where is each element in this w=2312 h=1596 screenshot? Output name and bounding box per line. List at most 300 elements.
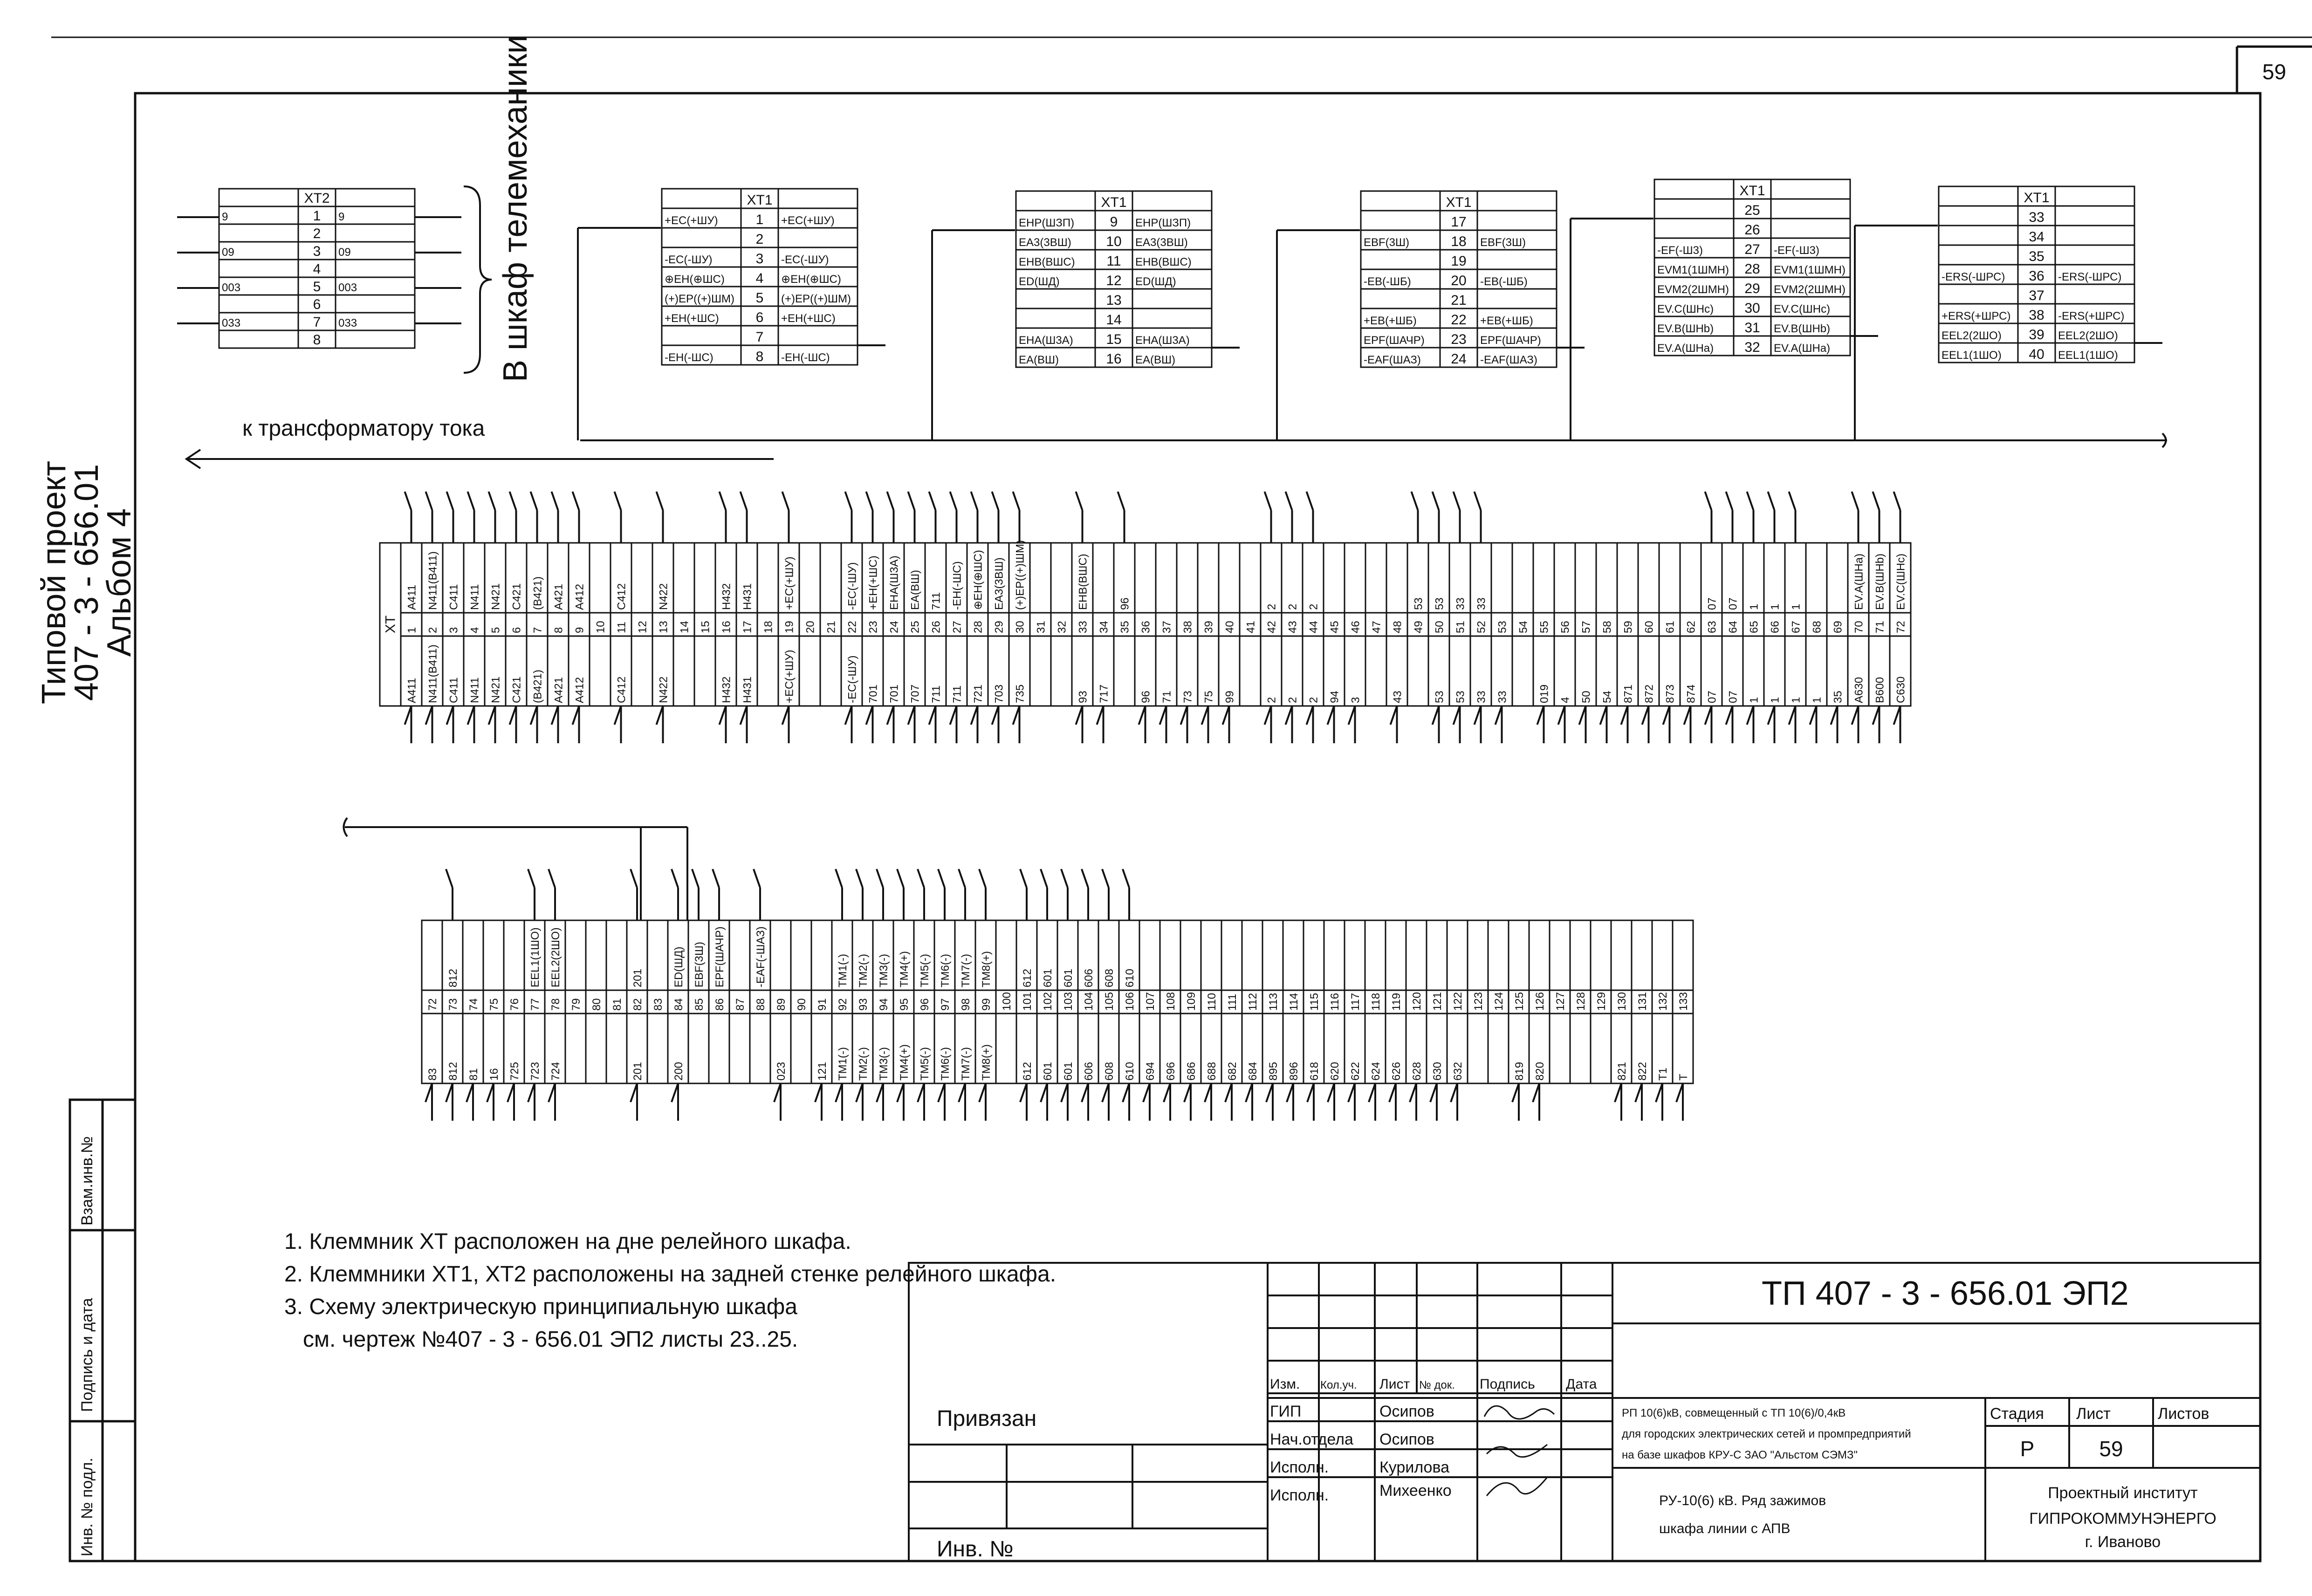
xt-lower-wire-down [1246, 1083, 1252, 1102]
xt-lower-top-label: EPF(ШАЧР) [713, 926, 726, 987]
xt-lower-number: 95 [898, 998, 911, 1011]
xt1-block-5-cell-number: 39 [2029, 327, 2044, 342]
xt1-block-2-cell-right: EHB(ВШС) [1135, 256, 1192, 268]
privyazan-label: Привязан [937, 1406, 1037, 1431]
xt-wire-down [1747, 706, 1754, 725]
xt-bottom-label: N411(B411) [426, 644, 439, 703]
xt1-block-4-cell-number: 31 [1744, 320, 1760, 336]
xt-number: 66 [1769, 621, 1782, 633]
xt-lower-bottom-label: 895 [1267, 1062, 1280, 1081]
xt-lower-top-label: TM1(-) [837, 954, 849, 987]
xt1-block-2-cell-number: 11 [1106, 253, 1121, 269]
xt-wire-down [1181, 706, 1187, 725]
xt-bottom-label: 07 [1706, 691, 1719, 703]
xt-number: 70 [1852, 621, 1866, 633]
xt-number: 53 [1496, 621, 1509, 633]
xt-lower-bottom-label: 696 [1165, 1062, 1177, 1081]
xt-wire-down [1621, 706, 1628, 725]
xt-lower-bottom-label: TM2(-) [857, 1047, 870, 1081]
xt-top-label: N411 [468, 584, 481, 610]
xt-lower-top-label: TM2(-) [857, 954, 870, 987]
name-1: Осипов [1379, 1403, 1434, 1420]
xt-wire-up [929, 492, 936, 510]
xt-lower-bottom-label: T [1677, 1074, 1690, 1081]
xt-wire-up [426, 492, 432, 510]
xt1-block-1-cell-right: -EH(-ШС) [781, 351, 830, 364]
xt-lower-bottom-label: 724 [549, 1062, 562, 1081]
xt-lower-number: 121 [1431, 992, 1444, 1011]
xt1-block-4-cell-number: 28 [1744, 261, 1760, 277]
xt-lower-number: 111 [1226, 993, 1239, 1011]
xt-number: 63 [1706, 621, 1719, 633]
xt-wire-up [657, 492, 663, 510]
xt-wire-down [866, 706, 873, 725]
xt-wire-down [489, 706, 495, 725]
xt1-block-5-cell-left: +ERS(+ШРС) [1942, 310, 2011, 322]
xt1-block-2-cell-right: EHP(ШЗП) [1135, 217, 1191, 229]
xt-wire-down [615, 706, 621, 725]
xt-wire-down [1139, 706, 1146, 725]
xt-lower-number: 84 [672, 998, 685, 1011]
xt-lower-wire-up [549, 869, 555, 888]
xt1-block-5-cell-number: 40 [2029, 347, 2044, 362]
sheet-label: Лист [2076, 1405, 2111, 1423]
xt-wire-down [741, 706, 747, 725]
xt-lower-wire-down [856, 1083, 863, 1102]
xt-number: 36 [1139, 621, 1153, 633]
xt-top-label: 1 [1769, 603, 1782, 610]
xt-lower-number: 80 [590, 998, 603, 1011]
xt-top-label: ⊕EH(⊕ШС) [972, 550, 985, 610]
sheets-label: Листов [2158, 1405, 2209, 1423]
xt1-block-1-cell-number: 1 [755, 212, 764, 227]
xt-number: 7 [531, 627, 544, 633]
xt-number: 31 [1035, 621, 1048, 633]
xt-bottom-label: C630 [1894, 676, 1907, 703]
xt-lower-wire-down [1369, 1083, 1375, 1102]
xt1-block-4-header: XT1 [1739, 183, 1765, 199]
xt-top-label: 2 [1307, 603, 1320, 610]
xt-bottom-label: 2 [1286, 697, 1299, 703]
xt-bottom-label: 07 [1727, 691, 1740, 703]
xt-lower-number: 104 [1083, 992, 1095, 1011]
xt-number: 3 [447, 627, 460, 633]
xt-top-label: 07 [1706, 597, 1719, 610]
xt-lower-wire-down [1615, 1083, 1621, 1102]
xt-top-label: H432 [720, 583, 733, 610]
xt-number: 46 [1349, 621, 1362, 633]
xt-bottom-label: 1 [1811, 697, 1824, 703]
title-block-text [937, 1275, 2216, 1562]
xt-bottom-label: A411 [405, 678, 418, 703]
xt-top-label: -EC(-ШУ) [846, 562, 859, 610]
xt-wire-up [1852, 492, 1859, 510]
xt-wire-down [1894, 706, 1900, 725]
xt-wire-up [573, 492, 579, 510]
xt-lower-top-label: 610 [1124, 968, 1136, 987]
xt-number: 38 [1181, 621, 1194, 633]
xt2-cell-left: 003 [222, 281, 241, 294]
name-3: Курилова [1379, 1459, 1450, 1476]
xt-bottom-label: H431 [741, 676, 754, 703]
xt-wire-down [657, 706, 663, 725]
xt-lower-wire-up [692, 869, 699, 888]
xt-lower-number: 89 [775, 998, 788, 1011]
xt-bottom-label: 717 [1098, 684, 1111, 703]
xt-lower-number: 118 [1370, 993, 1382, 1011]
xt-top-label: EV.C(ШНс) [1894, 553, 1907, 610]
xt-wire-down [1307, 706, 1313, 725]
xt1-block-1-cell-number: 4 [755, 271, 764, 286]
xt-lower-bottom-label: 601 [1062, 1062, 1075, 1081]
xt-lower-wire-down [1287, 1083, 1293, 1102]
xt-lower-bottom-label: 628 [1411, 1062, 1423, 1081]
side-stamp-inv-podl: Инв. № подл. [78, 1458, 96, 1556]
xt-number: 9 [573, 627, 586, 633]
xt-number: 44 [1307, 621, 1320, 633]
xt-bottom-label: 2 [1265, 697, 1278, 703]
xt-lower-wire-up [631, 869, 637, 888]
xt-number: 17 [741, 621, 754, 633]
xt-lower-wire-down [1348, 1083, 1355, 1102]
xt1-block-2-cell-number: 15 [1106, 332, 1122, 347]
xt-number: 42 [1265, 621, 1278, 633]
xt-lower-bottom-label: TM6(-) [939, 1047, 952, 1081]
side-title-line3: Альбом 4 [101, 508, 138, 657]
col-list: Лист [1379, 1377, 1410, 1392]
note-3: 3. Схему электрическую принципиальную шкафа [284, 1295, 797, 1319]
xt-lower-bottom-label: 820 [1534, 1062, 1546, 1081]
terminal-strip-xt [380, 492, 1911, 743]
xt-number: 28 [972, 621, 985, 633]
role-3: Исполн. [1270, 1459, 1329, 1476]
xt-wire-down [405, 706, 412, 725]
xt-lower-wire-down [815, 1083, 822, 1102]
xt-bottom-label: 73 [1181, 691, 1194, 703]
xt-lower-wire-down [425, 1083, 432, 1102]
xt-top-label: EV.A(ШНа) [1852, 553, 1866, 610]
xt-top-label: (+)EP((+)ШМ) [1014, 540, 1027, 610]
xt1-block-1-cell-right: +EC(+ШУ) [781, 214, 835, 227]
xt1-block-5-cell-number: 35 [2029, 249, 2044, 264]
xt-lower-bottom-label: 624 [1370, 1062, 1382, 1081]
stage-value: Р [2020, 1437, 2035, 1461]
xt-lower-number: 114 [1288, 993, 1300, 1011]
xt1-block-5-cell-number: 38 [2029, 308, 2044, 323]
xt1-block-3-header: XT1 [1446, 195, 1472, 210]
xt-lower-wire-down [774, 1083, 781, 1102]
xt-lower-bottom-label: 81 [467, 1068, 480, 1081]
xt-lower-bottom-label: TM8(+) [980, 1044, 993, 1081]
xt-wire-up [741, 492, 747, 510]
xt2-cell-left: 033 [222, 317, 241, 329]
xt1-block-5-cell-number: 34 [2029, 229, 2044, 245]
xt-lower-top-label: TM4(+) [898, 951, 911, 987]
sheet-value: 59 [2099, 1437, 2123, 1461]
xt-number: 61 [1664, 621, 1677, 633]
xt-lower-bottom-label: TM7(-) [960, 1047, 972, 1081]
xt1-block-1-cell-left: -EH(-ШС) [665, 351, 713, 364]
xt-number: 26 [930, 621, 943, 633]
xt-top-label: N422 [657, 583, 670, 610]
xt-lower-wire-down [1512, 1083, 1519, 1102]
xt-number: 56 [1559, 621, 1572, 633]
xt-lower-number: 113 [1267, 993, 1280, 1011]
xt1-block-5-cell-number: 37 [2029, 288, 2044, 303]
xt-bottom-label: C411 [447, 677, 460, 703]
xt-wire-down [1433, 706, 1439, 725]
xt-lower-wire-up [1041, 869, 1047, 888]
xt-wire-up [1726, 492, 1733, 510]
xt-lower-wire-up [1123, 869, 1129, 888]
xt-lower-number: 81 [611, 998, 624, 1011]
xt-wire-down [1663, 706, 1670, 725]
xt-wire-down [426, 706, 432, 725]
xt-lower-wire-down [1225, 1083, 1232, 1102]
xt2-cell-number: 7 [313, 315, 321, 330]
xt-wire-up [971, 492, 978, 510]
xt-top-label: A421 [552, 583, 565, 610]
xt-lower-top-label: 201 [631, 968, 644, 987]
xt-bottom-label: 53 [1433, 691, 1446, 703]
xt-wire-down [1202, 706, 1208, 725]
xt-bottom-label: 019 [1538, 684, 1551, 703]
xt-top-label: EA(ВШ) [909, 569, 922, 610]
xt-wire-down [1789, 706, 1796, 725]
xt1-block-3-cell-number: 18 [1451, 234, 1467, 249]
xt-top-label: 96 [1118, 597, 1132, 610]
xt-lower-number: 78 [549, 998, 562, 1011]
xt-wire-down [782, 706, 789, 725]
xt-lower-number: 120 [1411, 992, 1423, 1011]
xt-lower-top-label: EEL2(2ШО) [549, 927, 562, 987]
col-kolich: Кол.уч. [1320, 1379, 1357, 1391]
xt-number: 24 [888, 621, 901, 633]
xt-bottom-label: +EC(+ШУ) [783, 650, 796, 703]
xt-lower-wire-up [672, 869, 678, 888]
xt-lower-number: 108 [1165, 992, 1177, 1011]
xt1-block-1-cell-right: -EC(-ШУ) [781, 253, 829, 266]
xt-lower-number: 73 [447, 998, 460, 1011]
xt1-block-2-cell-number: 10 [1106, 234, 1122, 249]
xt-top-label: 33 [1475, 597, 1488, 610]
xt-bottom-label: C412 [615, 676, 628, 703]
xt-lower-number: 100 [1001, 992, 1013, 1011]
xt-lower-bottom-label: TM3(-) [878, 1047, 890, 1081]
xt-wire-up [720, 492, 726, 510]
note-4: см. чертеж №407 - 3 - 656.01 ЭП2 листы 23..25. [303, 1327, 798, 1352]
xt-number: 29 [993, 621, 1006, 633]
xt-bottom-label: 1 [1769, 697, 1782, 703]
xt-lower-top-label: TM3(-) [878, 954, 890, 987]
xt-lower-wire-down [1123, 1083, 1129, 1102]
xt-lower-top-label: 606 [1083, 968, 1095, 987]
xt-number: 19 [783, 621, 796, 633]
xt1-block-4-cell-left: EV.C(ШНс) [1657, 303, 1714, 315]
xt1-block-3-cell-number: 20 [1451, 273, 1467, 288]
xt-wire-up [1789, 492, 1796, 510]
xt-bottom-label: 874 [1685, 684, 1698, 703]
xt2-cell-right: 9 [338, 211, 345, 223]
xt1-block-4-cell-right: EV.C(ШНс) [1774, 303, 1831, 315]
xt-wire-down [887, 706, 894, 725]
side-stamp [78, 1136, 96, 1556]
xt-wire-up [950, 492, 957, 510]
xt1-block-3-cell-number: 21 [1451, 293, 1467, 308]
xt-top-label: 33 [1454, 597, 1467, 610]
xt-lower-wire-down [1328, 1083, 1334, 1102]
xt1-block-1-header: XT1 [747, 192, 773, 208]
xt-bottom-label: 711 [951, 685, 964, 703]
xt1-block-2-cell-number: 14 [1106, 312, 1122, 328]
xt-wire-down [1454, 706, 1460, 725]
terminal-block-xt2 [177, 189, 461, 348]
to-transformer-label: к трансформатору тока [242, 416, 485, 441]
xt-lower-top-label: EBF(3Ш) [693, 941, 706, 987]
xt-lower-wire-down [1307, 1083, 1314, 1102]
xt-number: 67 [1790, 621, 1803, 633]
xt-top-label: EHA(Ш3А) [888, 555, 901, 610]
xt-bottom-label: 54 [1601, 691, 1614, 703]
xt1-block-4-cell-number: 32 [1744, 340, 1760, 355]
col-podpis: Подпись [1480, 1377, 1535, 1392]
xt-lower-bottom-label: 201 [631, 1062, 644, 1081]
telemechanics-note: В шкаф телемеханики [497, 35, 534, 382]
xt-wire-up [405, 492, 412, 510]
xt-wire-up [1705, 492, 1712, 510]
xt-number: 27 [951, 621, 964, 633]
xt-lower-wire-down [631, 1083, 637, 1102]
xt-number: 45 [1328, 621, 1341, 633]
xt-bottom-label: (B421) [531, 669, 544, 703]
xt-lower-top-label: 812 [447, 968, 460, 987]
xt-number: 69 [1832, 621, 1845, 633]
xt2-cell-right: 033 [338, 317, 357, 329]
xt-lower-wire-up [856, 869, 863, 888]
xt-bottom-label: A421 [552, 677, 565, 703]
xt-lower-bottom-label: 606 [1083, 1062, 1095, 1081]
xt-lower-top-label: 601 [1062, 968, 1075, 987]
xt-wire-down [1328, 706, 1334, 725]
xt1-block-2-cell-left: EHA(Ш3А) [1019, 334, 1073, 347]
xt-wire-down [552, 706, 558, 725]
xt-lower-number: 92 [837, 998, 849, 1011]
side-title [35, 461, 138, 704]
xt-bottom-label: N421 [489, 676, 502, 703]
xt-number: 11 [615, 622, 628, 633]
xt1-block-3-cell-right: EBF(3Ш) [1480, 236, 1526, 249]
xt-lower-top-label: -EAF(-ШАЗ) [755, 926, 767, 987]
doc-code: ТП 407 - 3 - 656.01 ЭП2 [1762, 1275, 2129, 1312]
xt-top-label: -EH(-ШС) [951, 561, 964, 610]
xt-number: 32 [1056, 621, 1069, 633]
col-data: Дата [1566, 1377, 1597, 1392]
xt1-block-4-cell-right: EVM2(2ШМН) [1774, 283, 1846, 296]
side-title-line2: 407 - 3 - 656.01 [68, 464, 105, 701]
xt1-block-1-cell-right: (+)EP((+)ШМ) [781, 293, 851, 305]
xt1-block-5-cell-number: 33 [2029, 210, 2044, 225]
xt1-block-3-cell-number: 22 [1451, 312, 1467, 328]
xt-lower-top-label: 601 [1042, 968, 1054, 987]
xt-wire-down [1537, 706, 1544, 725]
xt-number: 33 [1077, 621, 1090, 633]
xt-wire-down [447, 706, 453, 725]
xt-wire-up [908, 492, 915, 510]
xt-top-label: C421 [510, 583, 523, 610]
xt-lower-bottom-label: 610 [1124, 1062, 1136, 1081]
xt-lower-number: 93 [857, 998, 870, 1011]
xt-bottom-label: 701 [867, 684, 880, 703]
xt-top-label: 1 [1790, 603, 1803, 610]
xt-lower-bottom-label: 200 [672, 1062, 685, 1081]
xt-bottom-label: C421 [510, 676, 523, 703]
xt-wire-down [1475, 706, 1481, 725]
xt-wire-down [1391, 706, 1397, 725]
xt-lower-number: 107 [1144, 992, 1157, 1011]
xt-lower-number: 105 [1103, 992, 1116, 1011]
xt-number: 62 [1685, 621, 1698, 633]
xt-wire-up [992, 492, 999, 510]
xt-bottom-label: 3 [1349, 697, 1362, 703]
xt-wire-down [1265, 706, 1271, 725]
xt1-block-4-cell-number: 29 [1744, 281, 1760, 296]
xt1-block-2-cell-number: 9 [1110, 214, 1118, 230]
xt-lower-bottom-label: 601 [1042, 1062, 1054, 1081]
xt1-block-2-cell-right: EHA(Ш3А) [1135, 334, 1190, 347]
xt-top-label: (B421) [531, 576, 544, 610]
xt-lower-wire-up [713, 869, 719, 888]
xt-wire-down [1810, 706, 1817, 725]
xt-lower-wire-up [877, 869, 883, 888]
xt-lower-number: 79 [570, 998, 583, 1011]
side-stamp-vzam: Взам.инв.№ [78, 1136, 96, 1226]
xt-lower-wire-down [549, 1083, 555, 1102]
xt-bottom-label: 711 [930, 685, 943, 703]
xt-lower-bottom-label: 682 [1226, 1062, 1239, 1081]
signatures [1484, 1406, 1554, 1496]
xt-lower-wire-up [446, 869, 453, 888]
xt-lower-number: 119 [1390, 993, 1403, 1011]
xt-number: 23 [867, 621, 880, 633]
xt-wire-down [720, 706, 726, 725]
xt-top-label: EHB(ВШС) [1077, 554, 1090, 610]
xt-number: 64 [1727, 621, 1740, 633]
xt-wire-up [845, 492, 852, 510]
xt-lower-wire-down [1533, 1083, 1539, 1102]
xt-lower-number: 82 [631, 998, 644, 1011]
xt-lower-number: 88 [755, 998, 767, 1011]
xt-lower-wire-up [528, 869, 535, 888]
xt-bottom-label: 4 [1559, 697, 1572, 703]
xt-lower-number: 130 [1616, 992, 1628, 1011]
xt-number: 60 [1643, 621, 1656, 633]
terminal-strip-xt-lower [422, 869, 1693, 1121]
xt-lower-number: 72 [426, 998, 439, 1011]
xt-lower-wire-down [1451, 1083, 1457, 1102]
xt-bottom-label: -EC(-ШУ) [846, 655, 859, 703]
xt-wire-down [1286, 706, 1292, 725]
xt-lower-wire-up [754, 869, 760, 888]
xt1-block-1-cell-right: ⊕EH(⊕ШС) [781, 273, 841, 286]
xt-number: 51 [1454, 621, 1467, 633]
xt-number: 6 [510, 627, 523, 633]
xt1-block-4-cell-left: -EF(-Ш3) [1657, 244, 1703, 257]
xt-number: 49 [1412, 621, 1425, 633]
xt1-block-2-cell-right: EA3(3ВШ) [1135, 236, 1188, 249]
xt-bottom-label: 71 [1160, 691, 1173, 703]
xt-lower-wire-down [528, 1083, 535, 1102]
xt2-cell-number: 2 [313, 226, 321, 241]
